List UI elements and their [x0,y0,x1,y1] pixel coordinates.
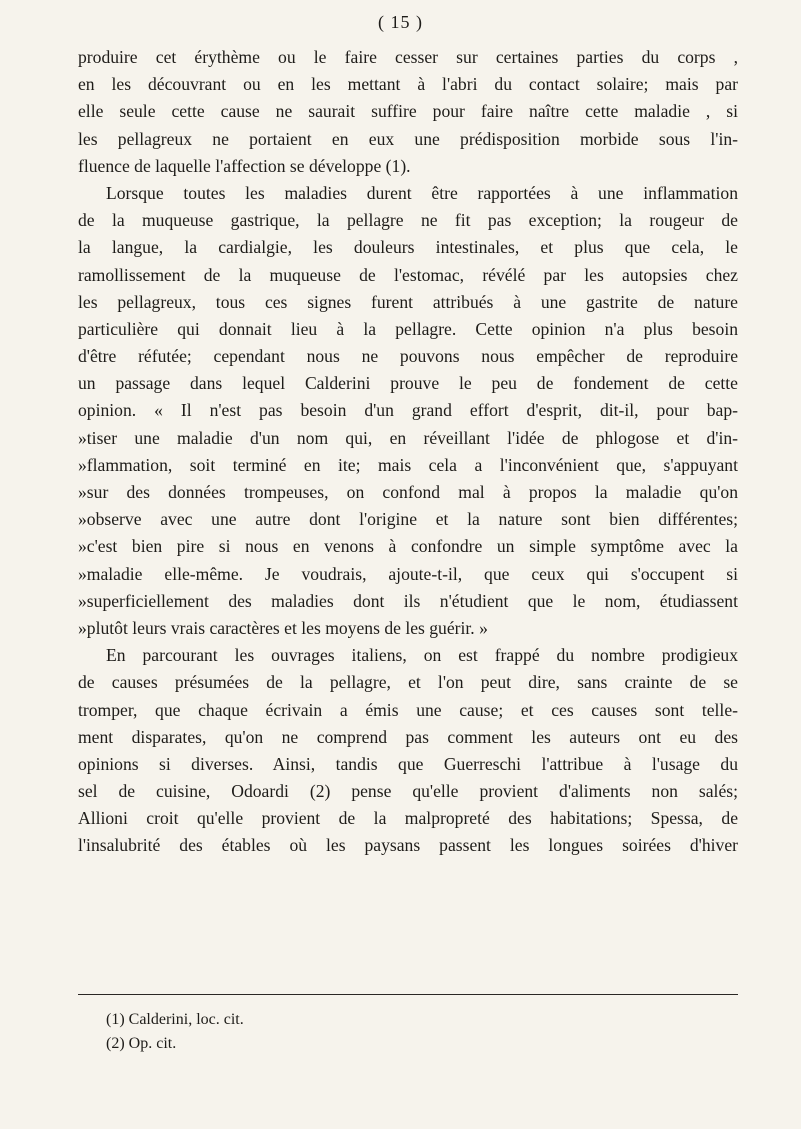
page-number: ( 15 ) [378,12,423,32]
text-line: »sur des données trompeuses, on confond mal à propos la maladie qu'on [78,482,738,502]
text-line: produire cet érythème ou le faire cesser sur certaines parties du corps , [78,47,738,67]
text-line: »observe avec une autre dont l'origine et la nature sont bien différentes; [78,509,738,530]
text-line: d'être réfutée; cependant nous ne pouvons nous empêcher de reproduire [78,346,738,367]
text-line: de causes présumées de la pellagre, et l'on peut dire, sans crainte de se [78,672,738,693]
text-line: les pellagreux ne portaient en eux une prédisposition morbide sous l'in- [78,128,738,149]
footnotes [106,1008,506,1056]
text-line: les pellagreux, tous ces signes furent attribués à une gastrite de nature [78,291,738,312]
text-line: de la muqueuse gastrique, la pellagre ne fit pas exception; la rougeur de [78,210,738,231]
text-line: la langue, la cardialgie, les douleurs intestinales, et plus que cela, le [78,237,738,258]
footnote: (2) Op. cit. [106,1035,177,1052]
text-line: ment disparates, qu'on ne comprend pas comment les auteurs ont eu des [78,726,738,747]
text-line: ramollissement de la muqueuse de l'estomac, révélé par les autopsies chez [78,264,738,285]
text-line: En parcourant les ouvrages italiens, on est frappé du nombre prodigieux [106,645,738,666]
text-line: tromper, que chaque écrivain a émis une cause; et ces causes sont telle- [78,699,738,720]
text-line: un passage dans lequel Calderini prouve le peu de fondement de cette [78,373,738,394]
text-line: l'insalubrité des étables où les paysans passent les longues soirées d'hiver [78,835,738,856]
footnote: (1) Calderini, loc. cit. [106,1011,244,1028]
text-line: »superficiellement des maladies dont ils n'étudient que le nom, étudiassent [78,590,738,611]
text-line: particulière qui donnait lieu à la pellagre. Cette opinion n'a plus besoin [78,318,738,339]
text-line: »flammation, soit terminé en ite; mais cela a l'inconvénient que, s'appuyant [78,454,738,475]
text-line: »maladie elle-même. Je voudrais, ajoute-t-il, que ceux qui s'occupent si [78,563,738,584]
body-text [78,44,738,860]
text-line: »c'est bien pire si nous en venons à confondre un simple symptôme avec la [78,536,738,557]
text-line: Lorsque toutes les maladies durent être rapportées à une inflammation [106,182,738,203]
text-line: »plutôt leurs vrais caractères et les moyens de les guérir. » [78,617,488,638]
text-line: fluence de laquelle l'affection se développe (1). [78,155,411,176]
text-line: opinions si diverses. Ainsi, tandis que Guerreschi l'attribue à l'usage du [78,753,738,774]
text-line: elle seule cette cause ne saurait suffire pour faire naître cette maladie , si [78,101,738,122]
text-line: opinion. « Il n'est pas besoin d'un grand effort d'esprit, dit-il, pour bap- [78,400,738,421]
text-line: »tiser une maladie d'un nom qui, en réveillant l'idée de phlogose et d'in- [78,427,738,448]
text-line: sel de cuisine, Odoardi (2) pense qu'elle provient d'aliments non salés; [78,781,738,802]
text-line: Allioni croit qu'elle provient de la malpropreté des habitations; Spessa, de [78,808,738,829]
footnote-divider [78,994,738,995]
text-line: en les découvrant ou en les mettant à l'abri du contact solaire; mais par [78,74,738,95]
